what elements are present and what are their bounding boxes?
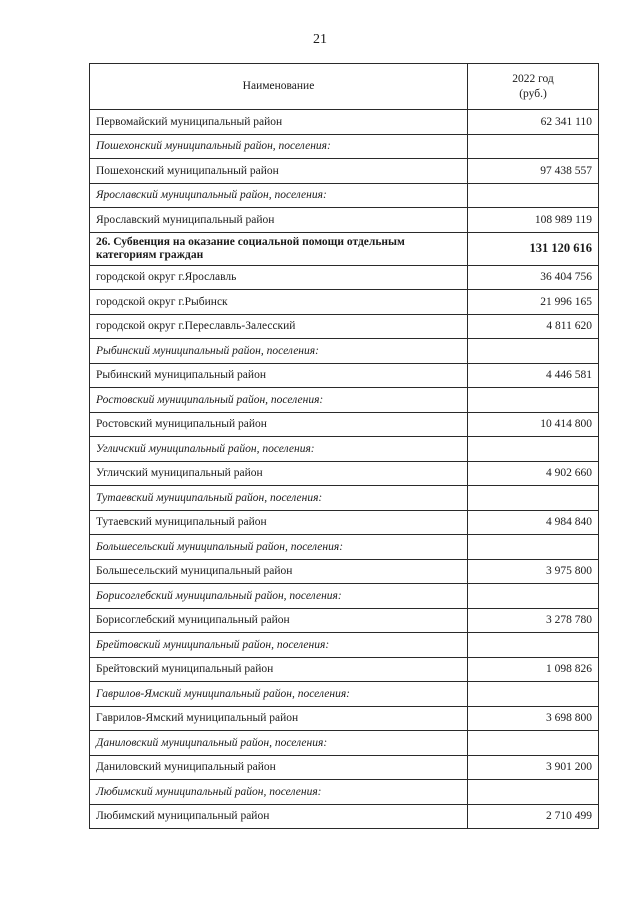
table-row	[90, 461, 599, 486]
row-value: 4 902 660	[468, 461, 599, 486]
table-row-subheading	[90, 339, 599, 364]
row-name: Любимский муниципальный район, поселения:	[90, 780, 468, 805]
table-row-subheading	[90, 633, 599, 658]
row-value	[468, 388, 599, 413]
row-name: Угличский муниципальный район, поселения:	[90, 437, 468, 462]
row-name: Борисоглебский муниципальный район	[90, 608, 468, 633]
table-row	[90, 314, 599, 339]
row-value	[468, 584, 599, 609]
table-row	[90, 290, 599, 315]
row-value	[468, 682, 599, 707]
row-value: 1 098 826	[468, 657, 599, 682]
column-header-unit: (руб.)	[519, 87, 547, 100]
row-value: 3 901 200	[468, 755, 599, 780]
table-row	[90, 510, 599, 535]
row-name: Брейтовский муниципальный район, поселения:	[90, 633, 468, 658]
table-header-row	[90, 64, 599, 110]
row-value	[468, 780, 599, 805]
table-row	[90, 265, 599, 290]
row-value: 36 404 756	[468, 265, 599, 290]
row-value: 4 446 581	[468, 363, 599, 388]
table-row-section-heading	[90, 232, 599, 265]
section-total: 131 120 616	[468, 232, 599, 265]
row-value: 21 996 165	[468, 290, 599, 315]
table-row	[90, 363, 599, 388]
row-value: 3 278 780	[468, 608, 599, 633]
table-row-subheading	[90, 780, 599, 805]
row-name: Ростовский муниципальный район	[90, 412, 468, 437]
table-row	[90, 804, 599, 829]
table-row-subheading	[90, 437, 599, 462]
row-name: городской округ г.Рыбинск	[90, 290, 468, 315]
row-name: Ярославский муниципальный район	[90, 208, 468, 233]
row-value: 108 989 119	[468, 208, 599, 233]
table-row-subheading	[90, 682, 599, 707]
table-row-subheading	[90, 388, 599, 413]
row-value: 4 811 620	[468, 314, 599, 339]
table-row	[90, 110, 599, 135]
table-row-subheading	[90, 134, 599, 159]
table-row	[90, 657, 599, 682]
table-row	[90, 559, 599, 584]
row-name: Пошехонский муниципальный район	[90, 159, 468, 184]
subsidy-table	[89, 63, 599, 829]
row-value: 10 414 800	[468, 412, 599, 437]
row-name: Ярославский муниципальный район, поселения:	[90, 183, 468, 208]
table-row	[90, 208, 599, 233]
row-name: Гаврилов-Ямский муниципальный район, поселения:	[90, 682, 468, 707]
table-row-subheading	[90, 584, 599, 609]
row-value	[468, 134, 599, 159]
table-row-subheading	[90, 183, 599, 208]
table-row	[90, 755, 599, 780]
row-name: Тутаевский муниципальный район	[90, 510, 468, 535]
row-name: Большесельский муниципальный район	[90, 559, 468, 584]
row-value	[468, 183, 599, 208]
row-name: Любимский муниципальный район	[90, 804, 468, 829]
row-value: 62 341 110	[468, 110, 599, 135]
row-value	[468, 633, 599, 658]
row-name: Даниловский муниципальный район	[90, 755, 468, 780]
column-header-year-label: 2022 год	[512, 72, 554, 85]
row-value	[468, 535, 599, 560]
table-row-subheading	[90, 535, 599, 560]
row-name: Большесельский муниципальный район, поселения:	[90, 535, 468, 560]
table-row-subheading	[90, 731, 599, 756]
row-name: Пошехонский муниципальный район, поселения:	[90, 134, 468, 159]
row-name: Рыбинский муниципальный район, поселения:	[90, 339, 468, 364]
row-value	[468, 486, 599, 511]
table-row	[90, 412, 599, 437]
column-header-year	[468, 64, 599, 110]
row-value: 3 975 800	[468, 559, 599, 584]
section-title: 26. Субвенция на оказание социальной помощи отдельным категориям граждан	[90, 232, 468, 265]
table-row-subheading	[90, 486, 599, 511]
row-name: Ростовский муниципальный район, поселения:	[90, 388, 468, 413]
table-row	[90, 159, 599, 184]
row-name: городской округ г.Ярославль	[90, 265, 468, 290]
table-row	[90, 706, 599, 731]
column-header-name: Наименование	[90, 64, 468, 110]
row-name: Тутаевский муниципальный район, поселения:	[90, 486, 468, 511]
row-value: 4 984 840	[468, 510, 599, 535]
table-row	[90, 608, 599, 633]
row-name: Первомайский муниципальный район	[90, 110, 468, 135]
row-name: Даниловский муниципальный район, поселения:	[90, 731, 468, 756]
page-number: 21	[313, 32, 327, 47]
row-name: Угличский муниципальный район	[90, 461, 468, 486]
row-value: 2 710 499	[468, 804, 599, 829]
row-value	[468, 437, 599, 462]
row-value	[468, 731, 599, 756]
row-value: 97 438 557	[468, 159, 599, 184]
row-name: Гаврилов-Ямский муниципальный район	[90, 706, 468, 731]
row-value: 3 698 800	[468, 706, 599, 731]
row-name: Рыбинский муниципальный район	[90, 363, 468, 388]
row-name: Борисоглебский муниципальный район, поселения:	[90, 584, 468, 609]
row-name: городской округ г.Переславль-Залесский	[90, 314, 468, 339]
row-name: Брейтовский муниципальный район	[90, 657, 468, 682]
row-value	[468, 339, 599, 364]
